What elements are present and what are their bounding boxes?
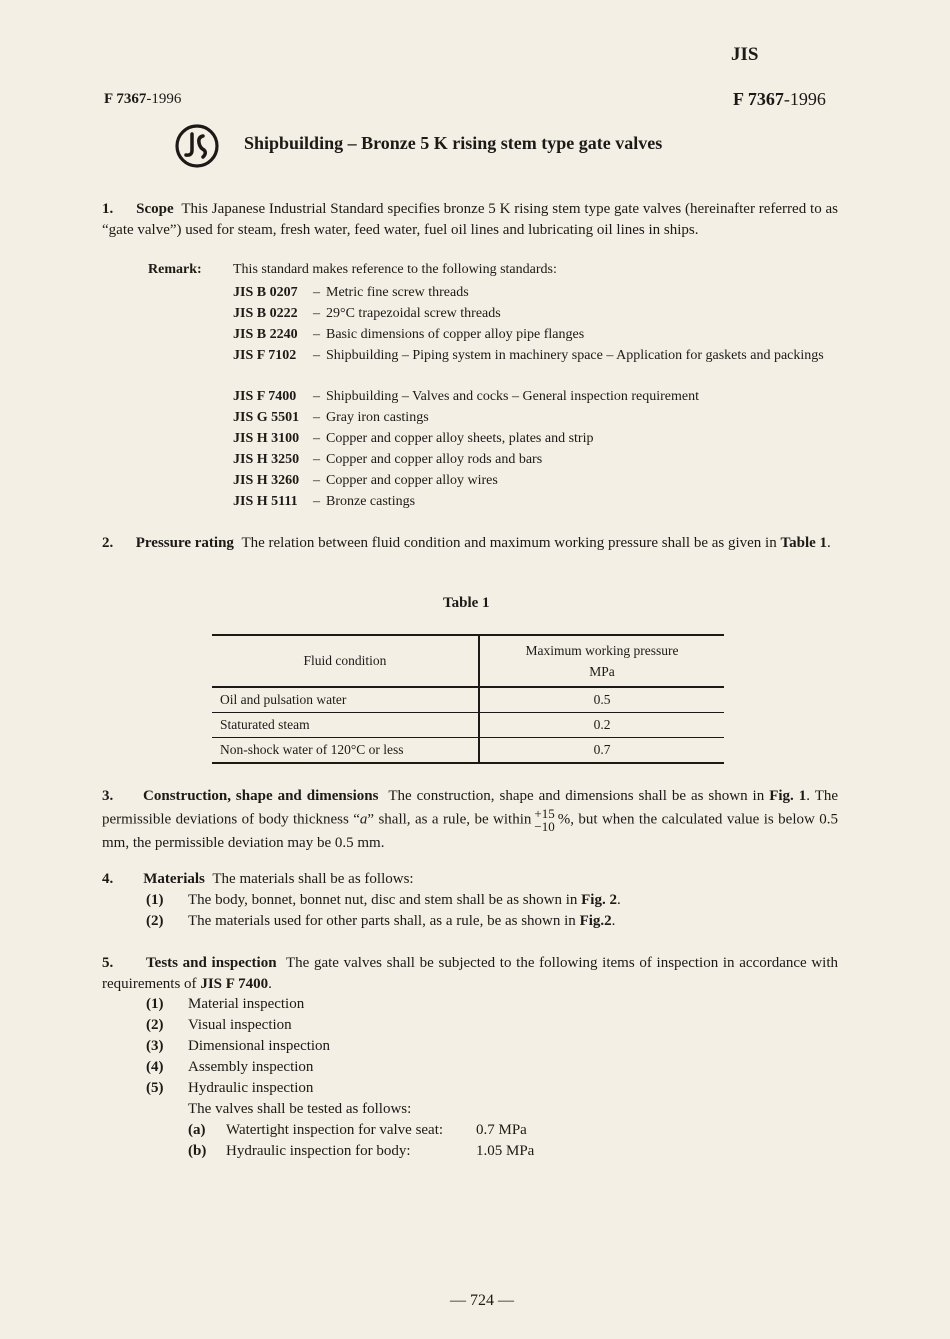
list-number: (1) [146, 892, 164, 908]
table-cell: Staturated steam [212, 713, 479, 738]
figure-ref: Fig. 1 [769, 788, 807, 804]
section-number: 3. [102, 788, 114, 804]
running-head-right [733, 89, 826, 110]
corner-mark: JIS [731, 44, 759, 65]
punctuation: . [268, 976, 272, 992]
standard-ref [233, 471, 838, 491]
page-number: — 724 — [450, 1292, 514, 1309]
standard-ref [233, 283, 838, 303]
variable: a [359, 811, 368, 828]
standard-dash: – [313, 389, 320, 404]
punctuation: . [616, 892, 621, 908]
pressure-table [212, 634, 724, 764]
jis-mark-icon [173, 122, 221, 170]
section-number: 5. [102, 955, 114, 971]
list-text: Material inspection [188, 996, 305, 1012]
sub-list-item [188, 1120, 588, 1141]
test-value: 0.7 MPa [476, 1122, 527, 1138]
list-text: Hydraulic inspection [188, 1080, 314, 1096]
column-header-unit: MPa [589, 663, 615, 679]
list-item [146, 911, 838, 932]
list-item [146, 1036, 330, 1057]
standard-code: JIS B 0222 [233, 306, 298, 321]
section-heading: Construction, shape and dimensions [143, 788, 379, 804]
sub-list-item [188, 1141, 588, 1162]
table-cell: 0.2 [479, 713, 724, 738]
list-number: (a) [188, 1122, 206, 1138]
list-item [146, 890, 838, 911]
section-pressure-rating [102, 533, 838, 554]
section-number: 2. [102, 535, 114, 551]
list-number: (3) [146, 1038, 164, 1054]
standard-desc: Shipbuilding – Valves and cocks – General inspection requirement [326, 389, 699, 404]
section-construction [102, 786, 838, 854]
table-row [212, 738, 724, 764]
section-text: The relation between fluid condition and maximum working pressure shall be as given in [241, 535, 777, 551]
column-header: Fluid condition [212, 635, 479, 687]
standard-code: JIS H 5111 [233, 494, 298, 509]
standard-ref [233, 408, 838, 428]
section-heading: Tests and inspection [146, 955, 277, 971]
tolerance [534, 807, 554, 833]
table-row [212, 687, 724, 713]
standard-ref [233, 492, 838, 512]
standard-ref: JIS F 7400 [200, 976, 269, 992]
table-caption: Table 1 [443, 595, 490, 611]
standard-ref [233, 387, 838, 407]
list-text: Dimensional inspection [188, 1038, 331, 1054]
standard-dash: – [313, 494, 320, 509]
standard-code: JIS B 0207 [233, 285, 298, 300]
column-header [479, 635, 724, 687]
section-number: 1. [102, 201, 114, 217]
table-cell: Non-shock water of 120°C or less [212, 738, 479, 764]
standard-desc: Copper and copper alloy sheets, plates and strip [326, 431, 594, 446]
remark-intro: This standard makes reference to the following standards: [233, 262, 557, 277]
list-number: (5) [146, 1080, 164, 1096]
standard-desc: Copper and copper alloy rods and bars [326, 452, 543, 467]
standard-code: JIS F 7102 [233, 348, 297, 363]
list-number: (4) [146, 1059, 164, 1075]
list-number: (2) [146, 913, 164, 929]
section-materials [102, 869, 838, 890]
section-heading: Pressure rating [135, 535, 234, 551]
list-number: (b) [188, 1143, 207, 1159]
standard-desc: Basic dimensions of copper alloy pipe flanges [326, 327, 585, 342]
figure-ref: Fig.2 [579, 913, 612, 929]
running-code: F 7367 [104, 91, 147, 107]
punctuation: . [827, 535, 831, 551]
standard-dash: – [313, 473, 320, 488]
standard-desc: Gray iron castings [326, 410, 429, 425]
standard-code: JIS H 3100 [233, 431, 300, 446]
list-item [146, 1078, 313, 1099]
standard-dash: – [313, 452, 320, 467]
standard-ref [233, 450, 838, 470]
standard-dash: – [313, 306, 320, 321]
table-cell: 0.7 [479, 738, 724, 764]
hydraulic-note: The valves shall be tested as follows: [188, 1101, 412, 1117]
section-heading: Materials [143, 871, 205, 887]
list-text: The body, bonnet, bonnet nut, disc and stem shall be as shown in [188, 892, 578, 908]
page-title: Shipbuilding – Bronze 5 K rising stem type gate valves [244, 133, 663, 153]
punctuation: . [611, 913, 616, 929]
column-header-line: Maximum working pressure [525, 642, 679, 658]
test-label: Hydraulic inspection for body: [226, 1143, 411, 1159]
figure-ref: Fig. 2 [581, 892, 617, 908]
table-ref: Table 1 [780, 535, 828, 551]
list-number: (2) [146, 1017, 164, 1033]
section-number: 4. [102, 871, 114, 887]
standard-dash: – [313, 348, 320, 363]
standard-ref [233, 346, 838, 366]
running-year: -1996 [146, 91, 182, 107]
standard-dash: – [313, 285, 320, 300]
list-text: The materials used for other parts shall, as a rule, be as shown in [188, 913, 576, 929]
section-text: %, but when the calculated value is below 0.5 mm, the permissible deviation may be 0.5 mm. [102, 811, 838, 851]
running-code: F 7367 [733, 89, 784, 109]
list-item [146, 1057, 313, 1078]
section-tests [102, 953, 838, 995]
tolerance-plus: +15 [534, 806, 555, 821]
standard-ref [233, 304, 838, 324]
standard-dash: – [313, 431, 320, 446]
standard-desc: Shipbuilding – Piping system in machinery space – Application for gaskets and packings [326, 348, 824, 363]
section-text: The gate valves shall be subjected to the following items of inspection in accordance with requirements of [102, 955, 839, 992]
running-year: -1996 [783, 89, 826, 109]
section-text: The materials shall be as follows: [212, 871, 414, 887]
standard-desc: Bronze castings [326, 494, 416, 509]
list-number: (1) [146, 996, 164, 1012]
list-text: Visual inspection [188, 1017, 292, 1033]
section-text: The construction, shape and dimensions shall be as shown in [388, 788, 765, 804]
test-value: 1.05 MPa [476, 1143, 535, 1159]
running-head-left [104, 91, 181, 108]
standard-dash: – [313, 410, 320, 425]
standard-ref [233, 325, 838, 345]
table-cell: Oil and pulsation water [212, 687, 479, 713]
test-label: Watertight inspection for valve seat: [226, 1122, 444, 1138]
standard-dash: – [313, 327, 320, 342]
section-text: This Japanese Industrial Standard specifies bronze 5 K rising stem type gate valves (hereinafter referred to as “gate valve”) used for steam, fresh water, feed water, fuel oil lines and lubricating oil lines in ships. [102, 201, 839, 238]
table-cell: 0.5 [479, 687, 724, 713]
list-item [146, 1015, 292, 1036]
section-text: ” shall, as a rule, be within [367, 811, 532, 828]
standard-desc: Copper and copper alloy wires [326, 473, 498, 488]
standard-code: JIS H 3260 [233, 473, 300, 488]
standard-desc: Metric fine screw threads [326, 285, 469, 300]
remark-label: Remark: [148, 262, 202, 277]
list-item [146, 994, 304, 1015]
standard-ref [233, 429, 838, 449]
standard-code: JIS G 5501 [233, 410, 300, 425]
section-text: . The permissible deviations of body thickness “ [102, 788, 839, 828]
section-scope [102, 199, 838, 241]
table-row [212, 713, 724, 738]
standard-code: JIS F 7400 [233, 389, 297, 404]
list-text: Assembly inspection [188, 1059, 314, 1075]
standard-desc: 29°C trapezoidal screw threads [326, 306, 501, 321]
tolerance-minus: −10 [534, 819, 555, 834]
standard-code: JIS H 3250 [233, 452, 300, 467]
standard-code: JIS B 2240 [233, 327, 298, 342]
section-heading: Scope [136, 201, 174, 217]
